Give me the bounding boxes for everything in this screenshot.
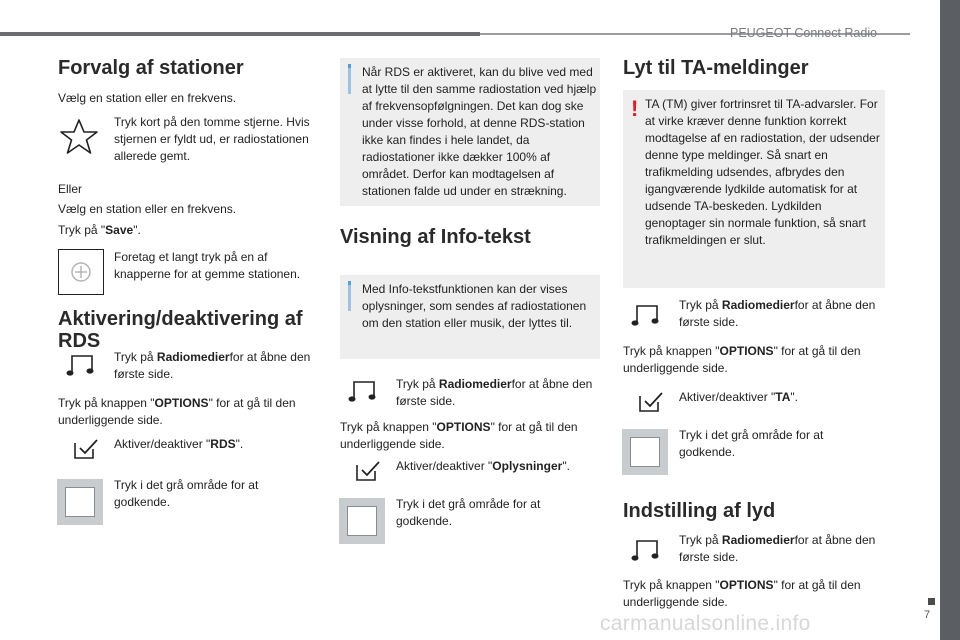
ta-step-radiomedia: Tryk på Radiomedierfor at åbne den første side.: [679, 298, 876, 329]
info-icon: [348, 285, 351, 311]
side-tab: [940, 0, 960, 640]
info-step-radiomedia: Tryk på Radiomedierfor at åbne den første side.: [396, 377, 593, 408]
presets-star-step: Tryk kort på den tomme stjerne. Hvis stjernen er fyldt ud, er radiostationen allerede gemt.: [114, 115, 310, 163]
presets-text-2: Vælg en station eller en frekvens.: [58, 202, 237, 216]
warning-icon: !: [631, 96, 639, 121]
save-label: Save: [105, 223, 134, 237]
info-title: Visning af Info-tekst: [340, 226, 531, 248]
music-note-icon[interactable]: [629, 302, 663, 328]
presets-text-1: Vælg en station eller en frekvens.: [58, 91, 237, 105]
presets-plus-step: Foretag et langt tryk på en af knapperne for at gemme stationen.: [114, 250, 301, 281]
ta-toggle: Aktiver/deaktiver "TA".: [679, 390, 798, 404]
watermark: carmanualsonline.info: [600, 612, 811, 635]
presets-or: Eller: [58, 182, 83, 196]
checkbox-icon[interactable]: [72, 437, 100, 461]
sound-step-radiomedia: Tryk på Radiomedierfor at åbne den første side.: [679, 533, 876, 564]
checkbox-icon[interactable]: [354, 459, 382, 483]
info-confirm: Tryk i det grå område for at godkende.: [396, 497, 541, 528]
page-number: 7: [924, 609, 931, 621]
plus-circle-icon: [59, 250, 103, 294]
sound-title: Indstilling af lyd: [623, 500, 776, 522]
ta-confirm: Tryk i det grå område for at godkende.: [679, 428, 824, 459]
info-text-note: Med Info-tekstfunktionen kan der vises oplysninger, som sendes af radiostationen om den station eller musik, der lyttes til.: [340, 275, 600, 359]
ta-options-text: Tryk på knappen "OPTIONS" for at gå til den underliggende side.: [623, 344, 861, 375]
top-rule: [0, 32, 480, 36]
gray-area-icon[interactable]: [57, 479, 103, 525]
gray-area-icon[interactable]: [622, 429, 668, 475]
rds-step-radiomedia: Tryk på Radiomedierfor at åbne den første side.: [114, 350, 311, 381]
star-icon[interactable]: [58, 117, 100, 157]
ta-warning-note: ! TA (TM) giver fortrinsret til TA-advarsler. For at virke kræver denne funktion korrekt modtagelse af en radiostation, der udsender denne type meldinger. Så snart en trafikmelding udsendes, afbrydes den igangværende lydkilde automatisk for at udsende TA-beskeden. Lydkilden genoptager sin normale funktion, så snart trafikmeldingen er slut.: [623, 90, 885, 288]
presets-title: Forvalg af stationer: [58, 57, 244, 79]
checkbox-icon[interactable]: [637, 390, 665, 414]
info-options-text: Tryk på knappen "OPTIONS" for at gå til den underliggende side.: [340, 420, 578, 451]
rds-confirm: Tryk i det grå område for at godkende.: [114, 478, 259, 509]
ta-title: Lyt til TA-meldinger: [623, 57, 809, 79]
gray-area-icon[interactable]: [339, 498, 385, 544]
info-icon: [348, 68, 351, 94]
presets-save-line: Tryk på "Save".: [58, 223, 141, 237]
sound-options-text: Tryk på knappen "OPTIONS" for at gå til den underliggende side.: [623, 578, 861, 609]
rds-info-note: Når RDS er aktiveret, kan du blive ved med at lytte til den samme radiostation ved hjælp af frekvensopfølgningen. Det kan dog ske under visse forhold, at denne RDS-station ikke kan findes i hele landet, da radiostationer ikke dækker 100% af området. Derfor kan modtagelsen af stationen falde ud under en strækning.: [340, 58, 600, 206]
music-note-icon[interactable]: [346, 378, 380, 404]
music-note-icon[interactable]: [64, 352, 98, 378]
music-note-icon[interactable]: [629, 537, 663, 563]
header-title: PEUGEOT Connect Radio: [730, 26, 878, 40]
rds-options-text: Tryk på knappen "OPTIONS" for at gå til den underliggende side.: [58, 396, 296, 427]
page-marker: [928, 598, 935, 605]
rds-title: Aktivering/deaktivering af RDS: [58, 308, 303, 352]
info-toggle: Aktiver/deaktiver "Oplysninger".: [396, 459, 570, 473]
preset-button[interactable]: [58, 249, 104, 295]
rds-toggle: Aktiver/deaktiver "RDS".: [114, 437, 244, 451]
